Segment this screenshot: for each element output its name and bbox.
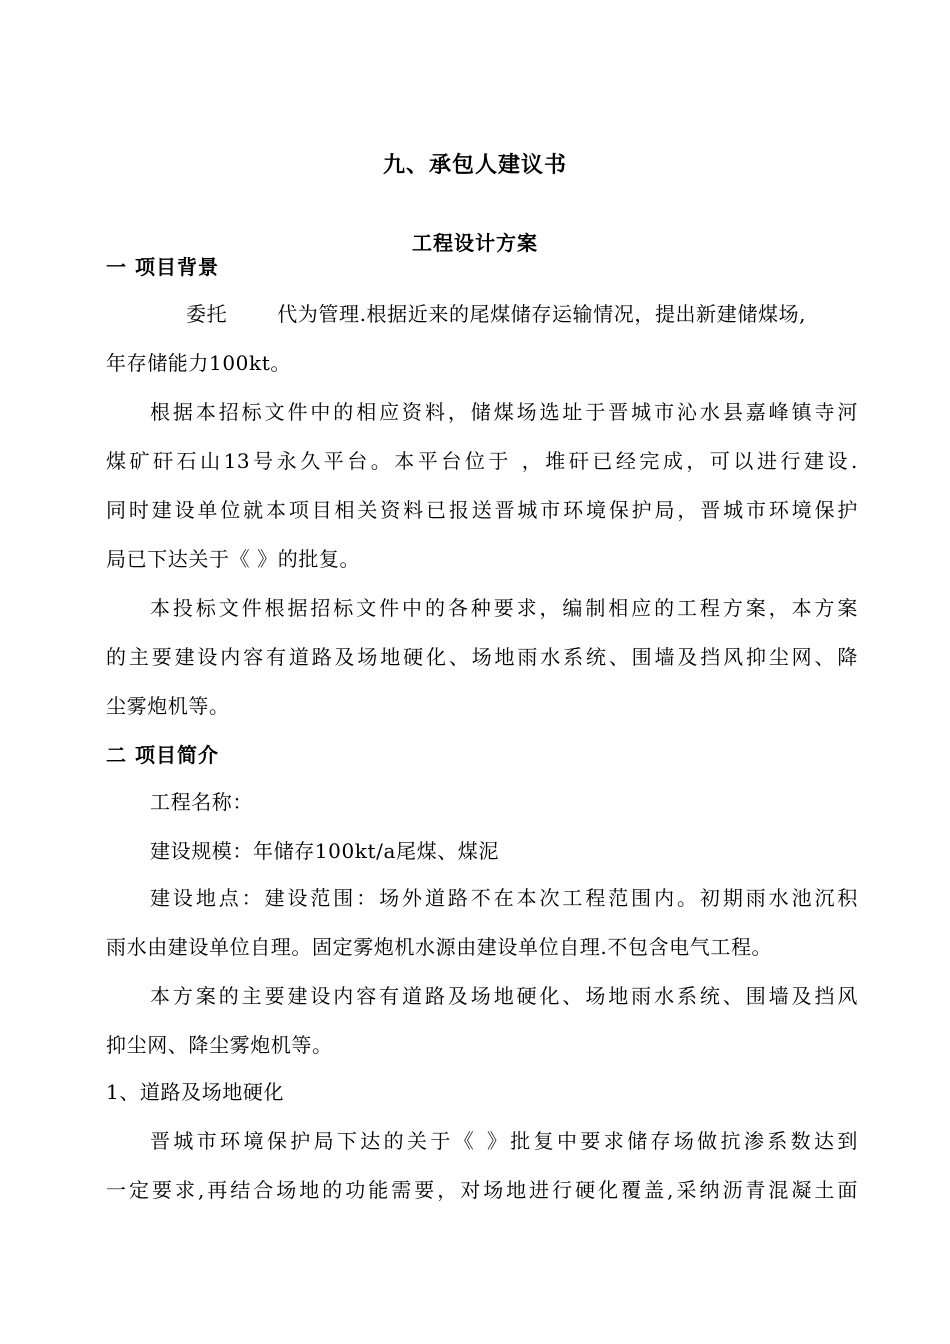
project-site-line: 建设地点：建设范围：场外道路不在本次工程范围内。初期雨水池沉积 xyxy=(150,886,858,910)
project-name-line: 工程名称： xyxy=(150,790,253,814)
project-scale-line: 建设规模：年储存100kt/a尾煤、煤泥 xyxy=(150,839,499,863)
document-subtitle: 工程设计方案 xyxy=(412,231,538,255)
paragraph-fragment: 委托 xyxy=(186,302,228,326)
project-site-line: 雨水由建设单位自理。固定雾炮机水源由建设单位自理.不包含电气工程。 xyxy=(106,935,773,959)
paragraph-line: 抑尘网、降尘雾炮机等。 xyxy=(106,1033,333,1057)
document-title: 九、承包人建议书 xyxy=(382,153,567,178)
paragraph-line: 年存储能力100kt。 xyxy=(106,351,291,375)
section-heading-overview: 二 项目简介 xyxy=(106,743,219,767)
paragraph-line: 尘雾炮机等。 xyxy=(106,694,230,718)
paragraph-line: 根据本招标文件中的相应资料，储煤场选址于晋城市沁水县嘉峰镇寺河 xyxy=(150,400,858,424)
paragraph-line: 一定要求,再结合场地的功能需要，对场地进行硬化覆盖,采纳沥青混凝土面 xyxy=(106,1178,858,1202)
paragraph-line: 本投标文件根据招标文件中的各种要求，编制相应的工程方案，本方案 xyxy=(150,596,858,620)
paragraph-line: 的主要建设内容有道路及场地硬化、场地雨水系统、围墙及挡风抑尘网、降 xyxy=(106,645,858,669)
paragraph-line: 晋城市环境保护局下达的关于《 》批复中要求储存场做抗渗系数达到 xyxy=(150,1129,858,1153)
subsection-heading-road: 1、道路及场地硬化 xyxy=(106,1080,285,1104)
section-heading-background: 一 项目背景 xyxy=(106,255,219,279)
paragraph-line: 同时建设单位就本项目相关资料已报送晋城市环境保护局，晋城市环境保护 xyxy=(106,498,858,522)
paragraph-line: 局已下达关于《 》的批复。 xyxy=(106,547,361,571)
paragraph-line: 本方案的主要建设内容有道路及场地硬化、场地雨水系统、围墙及挡风 xyxy=(150,984,858,1008)
paragraph-line: 煤矿矸石山13号永久平台。本平台位于 ，堆矸已经完成，可以进行建设. xyxy=(106,449,858,473)
paragraph-fragment: 代为管理.根据近来的尾煤储存运输情况，提出新建储煤场, xyxy=(277,302,807,326)
paragraph-line xyxy=(186,299,858,329)
